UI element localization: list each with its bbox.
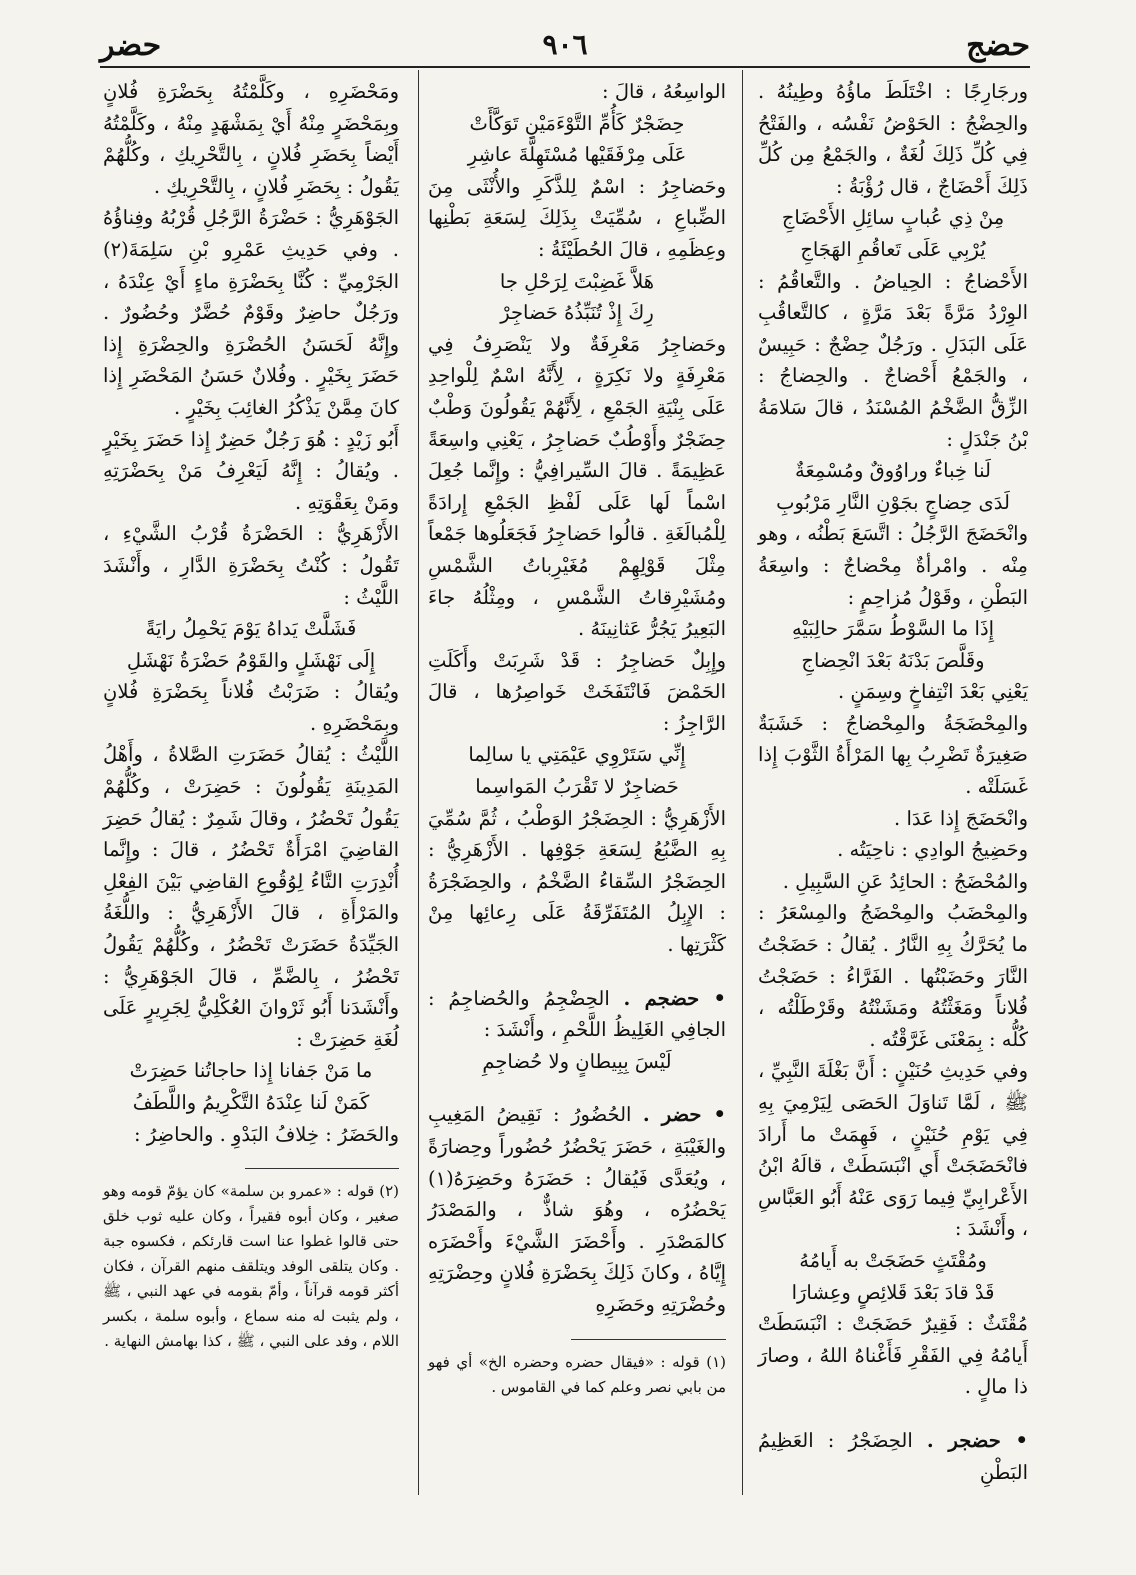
entry-text: الحُضُورُ : نَقِيضُ المَغِيبِ والغَيْبَةِ ، حَضَرَ يَحْضُرُ حُضُوراً وحِضارَةً ، ويُعَدَّى فَيُقالُ : حَضَرَهُ وحَضِرَهُ(١) يَحْضُرُه ، وهُوَ شاذٌّ ، والمَصْدَرُ كالمَصْدَرِ . وأَحْضَرَ الشَّيْءَ وأَحْضَرَه إِيَّاهُ ، وكانَ ذَلِكَ بِحَضْرَةِ فُلانٍ وحِضْرَتِهِ وحُضْرَتِهِ وحَضَرِهِ (428, 1103, 726, 1316)
verse-line: فَشَلَّتْ يَداهُ يَوْمَ يَحْمِلُ رايَةً (145, 617, 357, 641)
verse-line: كَمَنْ لَنا عِنْدَهُ التَّكْرِيمُ واللَّطَفُ (132, 1091, 370, 1114)
verse-line: إِنِّي سَتَرْوِي عَيْمَتِي يا سالِما (468, 743, 686, 767)
paragraph: الأَحْضاجُ : الحِياضُ . والتَّعاقُمُ : الوِرْدُ مَرَّةً بَعْدَ مَرَّةٍ ، كالتَّعاقُبِ عَلَى البَدَلِ . ورَجُلٌ حِضْجٌ : حَبِيسٌ ، والجَمْعُ أَحْضاجٌ . والحِضاجُ : الزِّقُّ الضَّخْمُ المُسْنَدُ ، قالَ سَلامَةُ بْنُ جَنْدَلٍ : (758, 269, 1028, 451)
paragraph: والمِحْضَجَةُ والمِحْضاجُ : خَشَبَةٌ صَغِيرَةٌ تَضْرِبُ بِها المَرْأَةُ الثَّوْبَ إِذا غَسَلَتْه . (758, 711, 1028, 799)
column-left (103, 76, 399, 1465)
paragraph: الأَزْهَرِيُّ : الحِضَجْرُ الوَطْبُ ، ثُمَّ سُمِّيَ بِهِ الضَّبُعُ لِسَعَةِ جَوْفِها . الأَزْهَرِيُّ : الحِضَجْرُ السِّقاءُ الضَّخْمُ ، والحِضَجْرَةُ : الإِبِلُ المُتَفَرِّقَةُ عَلَى رِعائِها مِنْ كَثْرَتِها . (428, 806, 726, 957)
paragraph: ومَحْضَرِهِ ، وكَلَّمْتُهُ بِحَضْرَةِ فُلانٍ وبِمَحْضَرٍ مِنْهُ أَيْ بِمَشْهَدٍ مِنْهُ ، وكَلَّمْتُهُ أَيْضاً بِحَضَرِ فُلانٍ ، بِالتَّحْرِيكِ ، وكُلُّهُمْ يَقُولُ : بِحَضَرِ فُلانٍ ، بِالتَّحْرِيكِ . (103, 80, 399, 198)
entry-paragraph (428, 1099, 726, 1320)
entry-paragraph (428, 983, 726, 1046)
paragraph: اللَّيْثُ : يُقالُ حَضَرَتِ الصَّلاةُ ، وأَهْلُ المَدِينَةِ يَقُولُونَ : حَضِرَتْ ، وكُلُّهُمْ يَقُولُ تَحْضُرُ ، وقالَ شَمِرٌ : يُقالُ حَضِرَ القاضِيَ امْرَأَةٌ تَحْضُرُ ، قالَ : وإِنَّما أُنْدِرَتِ التَّاءُ لِوُقُوعِ القاضِي بَيْنَ الفِعْلِ والمَرْأَةِ ، قالَ الأَزْهَرِيُّ : واللُّغَةُ الجَيِّدَةُ حَضَرَتْ تَحْضُرُ ، وكُلُّهُمْ يَقُولُ تَحْضُرُ ، بِالضَّمِّ ، قالَ الجَوْهَرِيُّ : وأَنْشَدَنا أَبُو ثَرْوانَ العُكْلِيُّ لِجَرِيرٍ عَلَى لُغَةِ حَضِرَتْ : (103, 743, 399, 1051)
header-right-keyword: حضج (966, 28, 1030, 63)
entry-text: الحِضْجِمُ والحُضاجِمُ : الجافِي الغَلِيظُ اللَّحْمِ ، وأَنْشَدَ : (428, 986, 726, 1042)
column-divider (742, 70, 743, 1495)
column-divider (418, 70, 419, 1495)
paragraph: ويُقالُ : ضَرَبْتُ فُلاناً بِحَضْرَةِ فُلانٍ وبِمَحْضَرِهِ . (103, 680, 399, 735)
paragraph: والمُحْضَجُ : الحائِدُ عَنِ السَّبِيلِ . (782, 869, 1028, 893)
verse-line: حِضَجْرٌ كَأُمِّ التَّوْءَمَيْنِ تَوَكَّأَتْ (469, 111, 685, 135)
entry-text: الحِضَجْرُ : العَظِيمُ البَطْنِ (758, 1428, 1028, 1484)
verse-line: مِنْ ذِي عُبابٍ سائِلِ الأَحْضَاجِ (781, 206, 1005, 230)
header-rule (100, 66, 1030, 68)
paragraph: وانْحَضَجَ الرَّجُلُ : اتَّسَعَ بَطْنُه ، وهو مِنْه . وامْرأةٌ مِحْضاجٌ : واسِعَةُ البَطْنِ ، وقَوْلُ مُزاحِمٍ : (758, 522, 1028, 609)
verse-line: ما مَنْ جَفانا إِذا حاجاتُنا حَضِرَتْ (129, 1059, 373, 1083)
paragraph: الواسِعُهُ ، قالَ : (602, 80, 726, 103)
paragraph: الأَزْهَرِيُّ : الحَضْرَةُ قُرْبُ الشَّيْءِ ، تَقُولُ : كُنْتُ بِحَضْرَةِ الدَّارِ ، وأَنْشَدَ اللَّيْثُ : (103, 522, 399, 609)
verse-line: وقَلَّصَ بَدْنَهُ بَعْدَ انْحِضاجِ (801, 648, 985, 672)
page-header (100, 28, 1030, 68)
verse-line: يُرْبِي عَلَى تَعاقُمِ الهَجَاجِ (800, 237, 986, 261)
paragraph: وحَضاجِرُ مَعْرِفَةٌ ولا يَنْصَرِفُ فِي مَعْرِفَةٍ ولا نَكِرَةٍ ، لِأَنَّهُ اسْمٌ لِلْواحِدِ عَلَى بِنْيَةِ الجَمْعِ ، لِأَنَّهُمْ يَقُولُونَ وَطْبٌ حِضَجْرٌ وأَوْطُبٌ حَضاجِرُ ، يَعْنِي واسِعَةً عَظِيمَةً . قالَ السِّيرافِيُّ : وإِنَّما جُعِلَ اسْماً لَها عَلَى لَفْظِ الجَمْعِ إِرادَةً لِلْمُبالَغَةِ . قالُوا حَضاجِرُ فَجَعَلُوها جَمْعاً مِثْلَ قَوْلِهِمْ مُغَيْرِباتُ الشَّمْسِ ومُشَيْرِقاتُ الشَّمْسِ ، ومِثْلُهُ جاءَ البَعِيرُ يَجُرُّ عَثانِينَهُ . (428, 332, 726, 641)
column-right (758, 76, 1028, 1484)
verse-line: إِذَا ما السَّوْطُ سَمَّرَ حالِبَيْهِ (791, 617, 995, 641)
verse-line: رِكَ إِذْ تُنَبِّذُهُ حَضاجِرْ (500, 301, 654, 325)
paragraph: يَعْنِي بَعْدَ انْتِفاخٍ وسِمَنٍ . (837, 680, 1028, 704)
paragraph: وحَضاجِرُ : اسْمٌ لِلذَّكَرِ والأُنْثَى مِنَ الضِّباعِ ، سُمِّيَتْ بِذَلِكَ لِسَعَةِ بَطْنِها وعِظَمِهِ ، قالَ الحُطَيْئَةُ : (428, 174, 726, 261)
verse-line: ومُقْتَثٍ حَضَجَتْ به أَيامُهُ (799, 1248, 987, 1272)
header-left-keyword: حضر (100, 28, 162, 63)
paragraph: أَبُو زَيْدٍ : هُوَ رَجُلٌ حَضِرٌ إِذا حَضَرَ بِخَيْرٍ . ويُقالُ : إِنَّهُ لَيَعْرِفُ مَنْ بِحَضْرَتِهِ ومَنْ بِعَقْوَتِهِ . (103, 427, 399, 514)
spacer (758, 1403, 1028, 1425)
paragraph: الجَوْهَرِيُّ : حَضْرَةُ الرَّجُلِ قُرْبُهُ وفِناؤُهُ . وفي حَدِيثِ عَمْرِو بْنِ سَلِمَةَ(٢) الجَرْمِيِّ : كُنَّا بِحَضْرَةِ ماءٍ أَيْ عِنْدَهُ ، ورَجُلٌ حاضِرٌ وقَوْمٌ حُضَّرٌ وحُضُورٌ . وإِنَّهُ لَحَسَنُ الحُضْرَةِ والحِضْرَةِ إِذا حَضَرَ بِخَيْرٍ . وفُلانٌ حَسَنُ المَحْضَرِ إِذا كانَ مِمَّنْ يَذْكُرُ الغائِبَ بِخَيْرٍ . (103, 206, 399, 419)
verse-line: لَنا خِباءٌ وراوُوقٌ ومُسْمِعَةٌ (794, 459, 992, 483)
verse-line: إِلَى نَهْشَلٍ والقَوْمُ حَضْرَةُ نَهْشَلِ (126, 648, 376, 672)
spacer (428, 1077, 726, 1099)
page-number: ٩٠٦ (542, 28, 588, 61)
verse-line: قَدْ قادَ بَعْدَ قَلائِصٍ وعِشارَا (791, 1280, 995, 1304)
verse-line: حَضاجِرٌ لا تَقْرَبُ المَواسِما (475, 775, 679, 799)
verse-line: عَلَى مِرْفَقَيْها مُسْتَهِلَّةَ عاشِرِ (467, 143, 687, 167)
verse-line: هَلاَّ غَضِبْتَ لِرَحْلِ جا (499, 269, 655, 293)
paragraph: ورجَارِجًا : اخْتَلَطَ ماؤُهُ وطِينُهُ . والحِضْجُ : الحَوْضُ نَفْسُه ، والفَتْحُ فِي كُلِّ ذَلِكَ لُغَةٌ ، والجَمْعُ مِن كُلِّ ذَلِكَ أَحْضَاجٌ ، قال رُؤْبَةُ : (758, 80, 1028, 198)
paragraph: مُقْتَثٌ : فَقِيرٌ حَضَجَتْ : انْبَسَطَتْ أَيامُهُ فِي الفَقْرِ فَأَغْناهُ اللهُ ، وصارَ ذا مالٍ . (758, 1312, 1028, 1399)
footnote: (١) قوله : «فيقال حضره وحضره الخ» أي فهو من بابي نصر وعلم كما في القاموس . (428, 1352, 726, 1396)
footnote-rule (571, 1339, 726, 1340)
footnote: (٢) قوله : «عمرو بن سلمة» كان يؤمّ قومه وهو صغير ، وكان أبوه فقيراً ، وكان عليه ثوب خلق حتى قالوا غطوا عنا است قارئكم ، فكسوه جبة . وكان يتلقى الوفد ويتلقف منهم القرآن ، فكان أكثر قومه قرآناً ، وأمّ بقومه في عهد النبي ، ﷺ ، ولم يثبت له منه سماع ، وأبوه سلمة ، بكسر اللام ، وفد على النبي ، ﷺ ، كذا بهامش النهاية . (103, 1182, 399, 1351)
paragraph: وفي حَدِيثِ حُنَيْنٍ : أَنَّ بَغْلَةَ النَّبِيِّ ، ﷺ ، لَمَّا تَناوَلَ الحَصَى لِيَرْمِيَ بِهِ فِي يَوْمِ حُنَيْنٍ ، فَهِمَتْ ما أَرادَ فانْحَضَجَتْ أَي انْبَسَطَتْ ، قالَهُ ابْنُ الأَعْرابِيِّ فِيما رَوَى عَنْهُ أَبُو العَبَّاسِ ، وأَنْشَدَ : (758, 1059, 1028, 1241)
column-middle (428, 76, 726, 1465)
paragraph: والمِحْضَبُ والمِحْضَجُ والمِسْعَرُ : ما يُحَرَّكُ بِهِ النَّارُ . يُقالُ : حَضَجْتُ النَّارَ وحَضَبْتُها . الفَرَّاءُ : حَضَجْتُ فُلاناً ومَغَثْتُهُ ومَشَنْتُهُ وقَرْطَلْتُه ، كُلُّه : بِمَعْنَى غَرَّقْتُه . (758, 901, 1028, 1051)
paragraph: وانْحَضَجَ إِذا عَدَا . (894, 806, 1028, 830)
verse-line: لَدَى حِضاجٍ بجَوْنِ النَّارِ مَرْبُوبِ (776, 490, 1010, 514)
verse-line: لَيْسَ بِبِيطانٍ ولا حُضاجِمِ (482, 1049, 672, 1073)
paragraph: وإِبِلٌ حَضاجِرُ : قَدْ شَرِبَتْ وأَكَلَتِ الحَمْضَ فَانْتَفَخَتْ خَواصِرُها ، قالَ الرَّاجِزُ : (428, 648, 726, 735)
footnote-rule (245, 1168, 399, 1169)
entry-headword: • حضجم . (623, 986, 726, 1010)
entry-headword: • حضر . (642, 1103, 727, 1127)
paragraph: والحَضَرُ : خِلافُ البَدْوِ . والحاضِرُ : (134, 1122, 399, 1146)
paragraph: وحَضِيجُ الوادِي : ناحِيَتُه . (837, 838, 1028, 862)
entry-headword: • حضجر . (926, 1428, 1028, 1452)
spacer (428, 961, 726, 983)
entry-paragraph (758, 1425, 1028, 1488)
